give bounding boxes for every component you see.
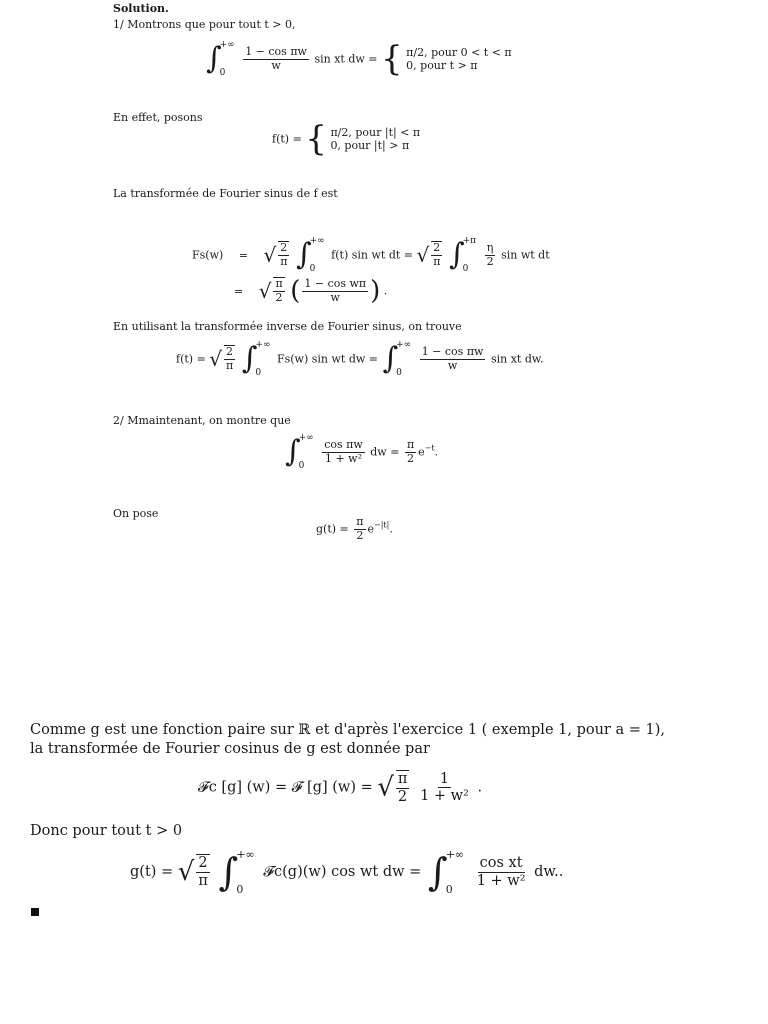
equation-Fs-line2: = √ $\frac{\pi}{2}$ ( $\frac{\text{1 − cos wπ}}{w}$ ) . (234, 276, 388, 306)
equation-Fs-line1: Fs(w) = √ $\frac{2}{\pi}$ ∫ +∞ 0 f(t) sin wt dt = √ $\frac{2}{\pi}$ ∫ +π 0 $\frac{\eta}{2}$ sin wt dt (192, 236, 550, 274)
donc-text: Donc pour tout t > 0 (30, 823, 183, 839)
equation-integral-sine: ∫ +∞ 0 $\frac{\text{1 − cos πw}}{w}$ sin xt dw = { π/2, pour 0 < t < π 0, pour t > π (206, 39, 512, 79)
comme-g-line1: Comme g est une fonction paire sur ℝ et d'après l'exercice 1 ( exemple 1, pour a = 1), (30, 722, 665, 738)
comme-g-line2: la transformée de Fourier cosinus de g est donnée par (30, 741, 430, 757)
equation-inverse: f(t) = √ $\frac{2}{\pi}$ ∫ +∞ 0 Fs(w) sin wt dw = ∫ +∞ 0 $\frac{\text{1 − cos πw}}{w}$ sin xt dw. (176, 340, 544, 378)
equation-def-f: f(t) = { π/2, pour |t| < π 0, pour |t| > π (272, 119, 421, 159)
part2-intro: 2/ Mmaintenant, on montre que (113, 414, 291, 427)
qed-square-icon (31, 908, 39, 916)
part1-intro: 1/ Montrons que pour tout t > 0, (113, 18, 296, 31)
equation-def-g: g(t) = $\frac{\pi}{2}$ $e^{-|t|}$. (316, 515, 393, 542)
on-pose-text: On pose (113, 507, 159, 520)
inverse-fourier-text: En utilisant la transformée inverse de Fourier sinus, on trouve (113, 320, 462, 333)
fourier-sinus-text: La transformée de Fourier sinus de f est (113, 187, 338, 200)
en-effet-text: En effet, posons (113, 111, 203, 124)
equation-target: ∫ +∞ 0 $\frac{\text{cos πw}}{\text{1 + w²}}$ dw = $\frac{\pi}{2}$ $e^{-t}$. (285, 433, 439, 471)
equation-Fc: 𝓕c [g] (w) = 𝓕 [g] (w) = √ $\frac{\pi}{2}$ $\frac{1}{\text{1 + w²}}$ . (198, 770, 483, 805)
solution-heading: Solution. (113, 2, 169, 15)
equation-final: g(t) = √ $\frac{2}{\pi}$ ∫ +∞ 0 𝓕c(g)(w) cos wt dw = ∫ +∞ 0 $\frac{\text{cos xt}}{\text{1 + w²}}$ dw.. (130, 848, 564, 896)
